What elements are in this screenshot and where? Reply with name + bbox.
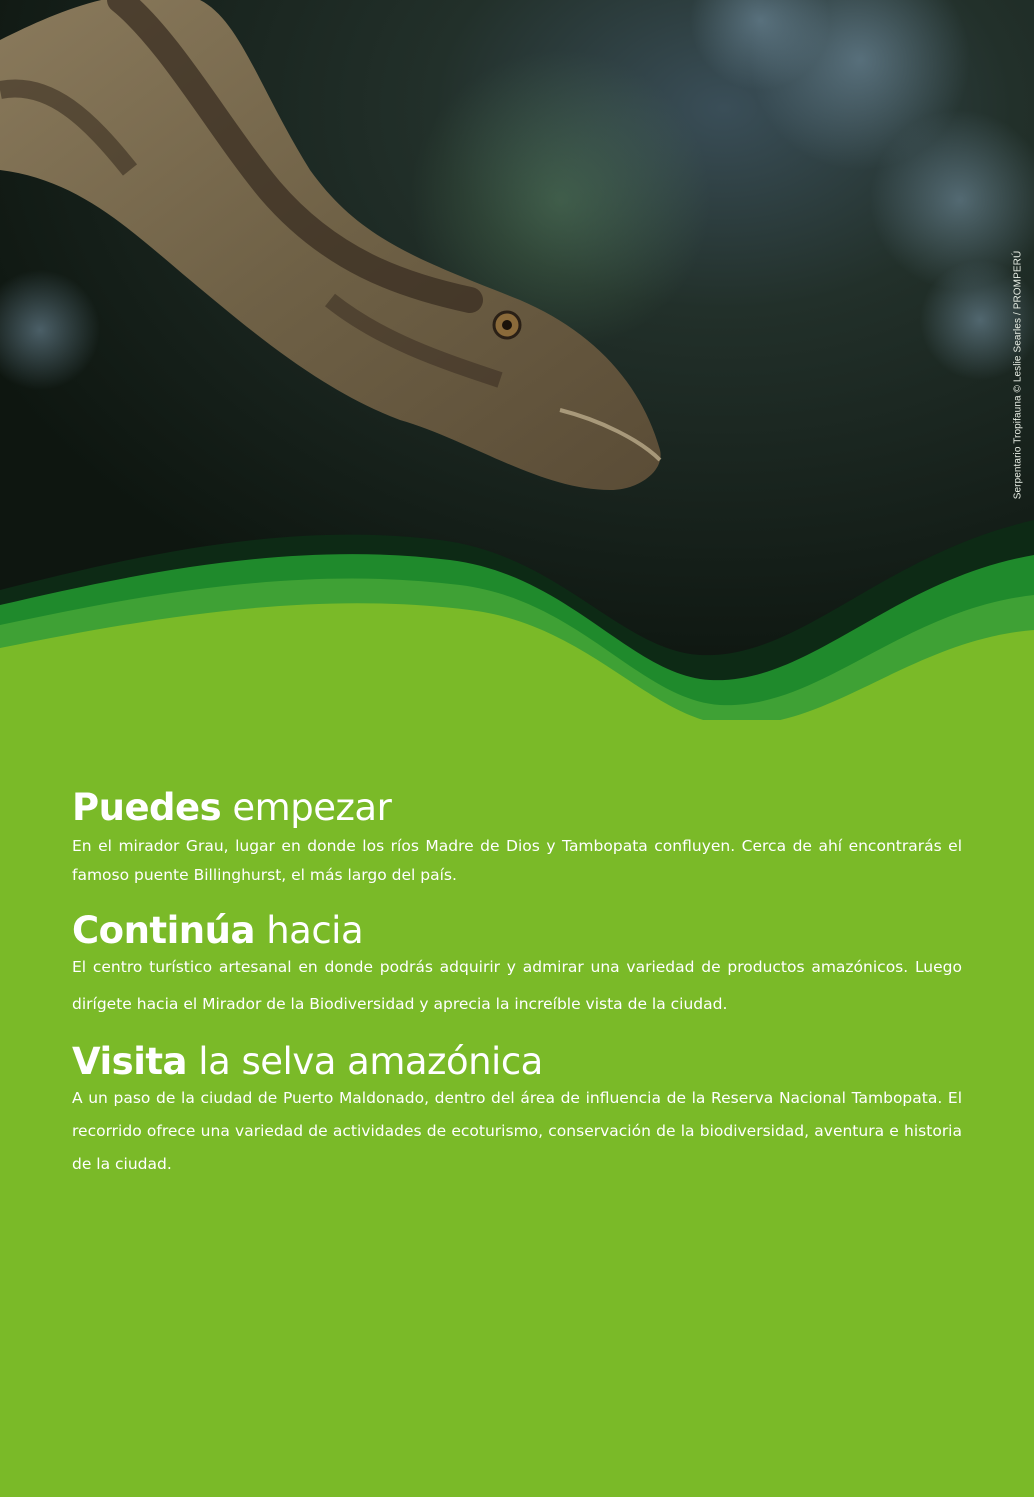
heading-rest: hacia <box>254 909 364 952</box>
hero-photo <box>0 0 1034 720</box>
heading-bold: Puedes <box>72 786 222 829</box>
section-visita-selva <box>72 1039 962 1181</box>
section-heading <box>72 785 962 831</box>
content-area <box>72 785 962 1181</box>
section-body: A un paso de la ciudad de Puerto Maldonado, dentro del área de influencia de la Reserva Nacional Tambopata. El recorrido ofrece una variedad de actividades de ecoturismo, conservación de la biodiversidad, aventura e historia de la ciudad. <box>72 1089 962 1173</box>
section-puedes-empezar <box>72 785 962 890</box>
section-body: En el mirador Grau, lugar en donde los ríos Madre de Dios y Tambopata confluyen. Cerca de ahí encontrarás el famoso puente Billinghurst, el más largo del país. <box>72 837 962 884</box>
section-continua-hacia <box>72 908 962 1023</box>
section-heading <box>72 908 962 954</box>
heading-bold: Continúa <box>72 909 255 952</box>
heading-rest: empezar <box>221 786 392 829</box>
section-body: El centro turístico artesanal en donde podrás adquirir y admirar una variedad de productos amazónicos. Luego dirígete hacia el Mirador de la Biodiversidad y aprecia la increíble vista de la ciudad. <box>72 958 962 1013</box>
heading-bold: Visita <box>72 1040 188 1083</box>
section-heading <box>72 1039 962 1085</box>
heading-rest: la selva amazónica <box>187 1040 543 1083</box>
photo-credit: Serpentario Tropifauna © Leslie Searles / PROMPERÚ <box>1012 250 1024 500</box>
